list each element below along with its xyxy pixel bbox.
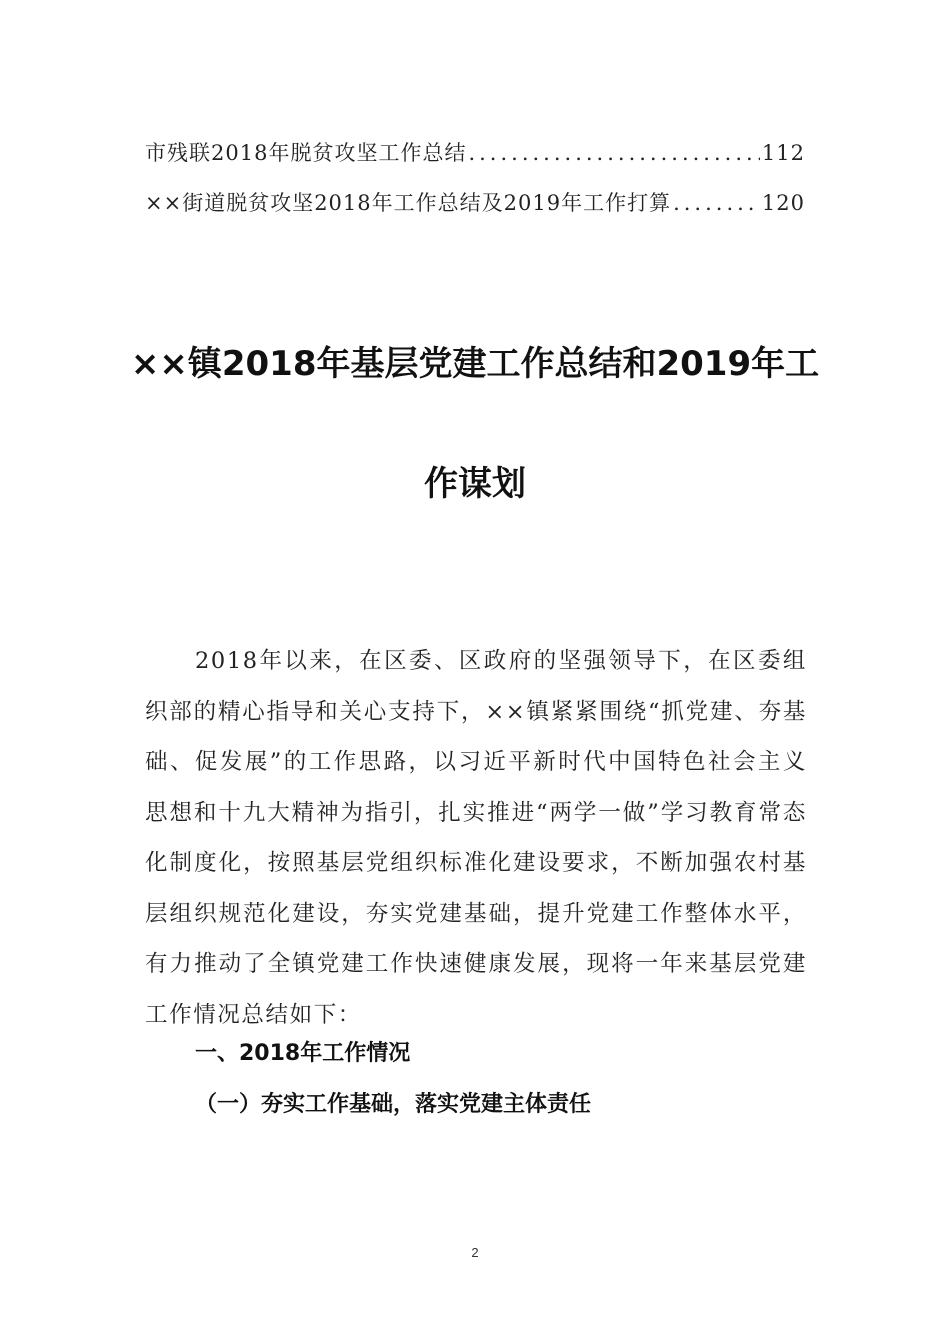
toc-entry-page: 112 [761, 141, 805, 165]
document-title-line-1: ××镇2018年基层党建工作总结和2019年工 [130, 344, 820, 384]
section-heading: 一、2018年工作情况 [195, 1041, 411, 1066]
table-of-contents [145, 137, 805, 237]
toc-entry[interactable] [145, 187, 805, 237]
toc-entry-title: 市残联2018年脱贫攻坚工作总结 [145, 141, 467, 165]
page-number: 2 [471, 1245, 479, 1260]
subsection-heading: （一）夯实工作基础，落实党建主体责任 [195, 1092, 592, 1117]
toc-dot-leader [673, 191, 760, 215]
toc-entry-page: 120 [761, 191, 805, 215]
toc-entry[interactable] [145, 137, 805, 187]
toc-entry-title: ××街道脱贫攻坚2018年工作总结及2019年工作打算 [145, 191, 672, 215]
intro-paragraph: 2018年以来，在区委、区政府的坚强领导下，在区委组织部的精心指导和关心支持下，××镇紧紧围绕“抓党建、夯基础、促发展”的工作思路，以习近平新时代中国特色社会主义思想和十九大精神为指引，扎实推进“两学一做”学习教育常态化制度化，按照基层党组织标准化建设要求，不断加强农村基层组织规范化建设，夯实党建基础，提升党建工作整体水平，有力推动了全镇党建工作快速健康发展，现将一年来基层党建工作情况总结如下： [145, 648, 807, 1028]
toc-dot-leader [468, 141, 759, 165]
document-title-line-2: 作谋划 [424, 464, 526, 504]
